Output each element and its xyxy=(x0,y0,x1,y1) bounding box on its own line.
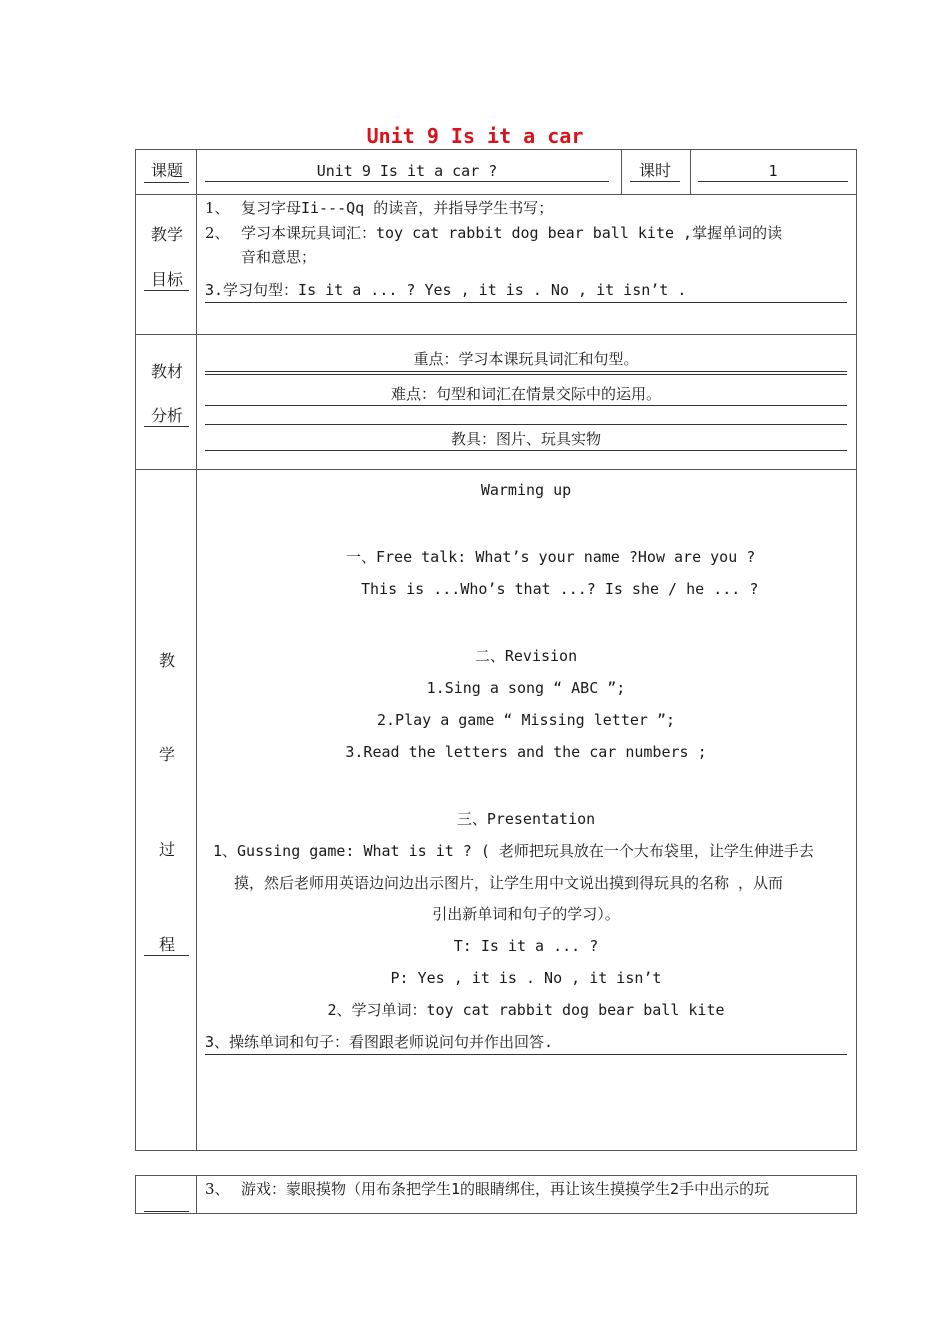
teaching-aids-underline xyxy=(205,450,847,451)
period-value: 1 xyxy=(768,162,778,180)
presentation-item-1-line-1: 1、Gussing game: What is it ? ( 老师把玩具放在一个大布袋里，让学生伸进手去 xyxy=(213,842,814,860)
process-label-char-4: 程 xyxy=(158,935,175,954)
topic-label: 课题 xyxy=(150,161,183,180)
period-value-underline xyxy=(698,181,848,182)
objective-2-text: 学习本课玩具词汇：toy cat rabbit dog bear ball kite ,掌握单词的读 xyxy=(241,224,783,242)
objective-1-number: 1、 xyxy=(205,199,230,217)
presentation-heading: 三、Presentation xyxy=(456,810,596,828)
row-divider xyxy=(135,194,857,195)
pupil-answer: P: Yes , it is . No , it isn’t xyxy=(390,969,662,987)
topic-value-underline xyxy=(205,181,609,182)
topic-label-underline xyxy=(144,182,189,183)
process-label-char-2: 学 xyxy=(158,745,175,764)
revision-heading: 二、Revision xyxy=(474,647,578,665)
process-label-underline xyxy=(144,955,189,956)
objectives-label-underline xyxy=(144,290,189,291)
objectives-label-line1: 教学 xyxy=(150,225,183,244)
presentation-item-3-underline xyxy=(205,1054,847,1055)
process-label-char-3: 过 xyxy=(158,840,175,859)
key-point-underline-2 xyxy=(205,374,847,375)
analysis-label-line1: 教材 xyxy=(150,362,183,381)
continuation-item-text: 游戏：蒙眼摸物（用布条把学生1的眼睛绑住，再让该生摸摸学生2手中出示的玩 xyxy=(241,1180,770,1198)
objectives-label-line2: 目标 xyxy=(150,270,183,289)
difficulty-underline xyxy=(205,405,847,406)
objective-2-number: 2、 xyxy=(205,224,230,242)
teacher-question: T: Is it a ... ? xyxy=(453,937,599,955)
objective-1-text: 复习字母Ii---Qq 的读音，并指导学生书写； xyxy=(241,199,554,217)
teaching-aids-text: 教具：图片、玩具实物 xyxy=(450,430,601,448)
continuation-item-number: 3、 xyxy=(205,1180,230,1198)
row-divider xyxy=(135,334,857,335)
free-talk-line-1: 一、Free talk: What’s your name ?How are you ? xyxy=(346,548,756,566)
free-talk-line-2: This is ...Who’s that ...? Is she / he ... ? xyxy=(361,580,759,598)
continuation-column-divider xyxy=(196,1175,197,1214)
analysis-label-underline xyxy=(144,426,189,427)
continuation-label-underline xyxy=(144,1211,189,1212)
objective-3-underline xyxy=(205,302,847,303)
objective-2-text-cont: 音和意思； xyxy=(241,248,317,266)
row-divider xyxy=(135,469,857,470)
aids-topline xyxy=(205,424,847,425)
presentation-item-1-line-2: 摸，然后老师用英语边问边出示图片，让学生用中文说出摸到得玩具的名称 ，从而 xyxy=(234,874,784,892)
period-label: 课时 xyxy=(638,161,671,180)
table-column-divider xyxy=(196,149,197,1151)
warming-up-heading: Warming up xyxy=(480,481,572,499)
analysis-label-line2: 分析 xyxy=(150,406,183,425)
revision-item-2: 2.Play a game “ Missing letter ”; xyxy=(376,711,675,729)
revision-item-1: 1.Sing a song “ ABC ”; xyxy=(426,679,626,697)
topic-value: Unit 9 Is it a car ? xyxy=(316,162,498,180)
objective-3-text: 3.学习句型：Is it a ... ? Yes , it is . No , it isn’t . xyxy=(205,281,687,299)
header-divider xyxy=(690,149,691,194)
presentation-item-1-line-3: 引出新单词和句子的学习）。 xyxy=(432,905,620,923)
period-label-underline xyxy=(630,181,680,182)
revision-item-3: 3.Read the letters and the car numbers ; xyxy=(345,743,707,761)
difficulty-text: 难点：句型和词汇在情景交际中的运用。 xyxy=(390,385,661,403)
header-divider xyxy=(621,149,622,194)
document-title: Unit 9 Is it a car xyxy=(366,124,584,148)
presentation-item-3: 3、操练单词和句子：看图跟老师说问句并作出回答. xyxy=(205,1033,554,1051)
key-point-text: 重点：学习本课玩具词汇和句型。 xyxy=(413,350,639,368)
key-point-underline xyxy=(205,371,847,372)
process-label-char-1: 教 xyxy=(158,651,175,670)
presentation-item-2: 2、学习单词：toy cat rabbit dog bear ball kite xyxy=(327,1001,725,1019)
